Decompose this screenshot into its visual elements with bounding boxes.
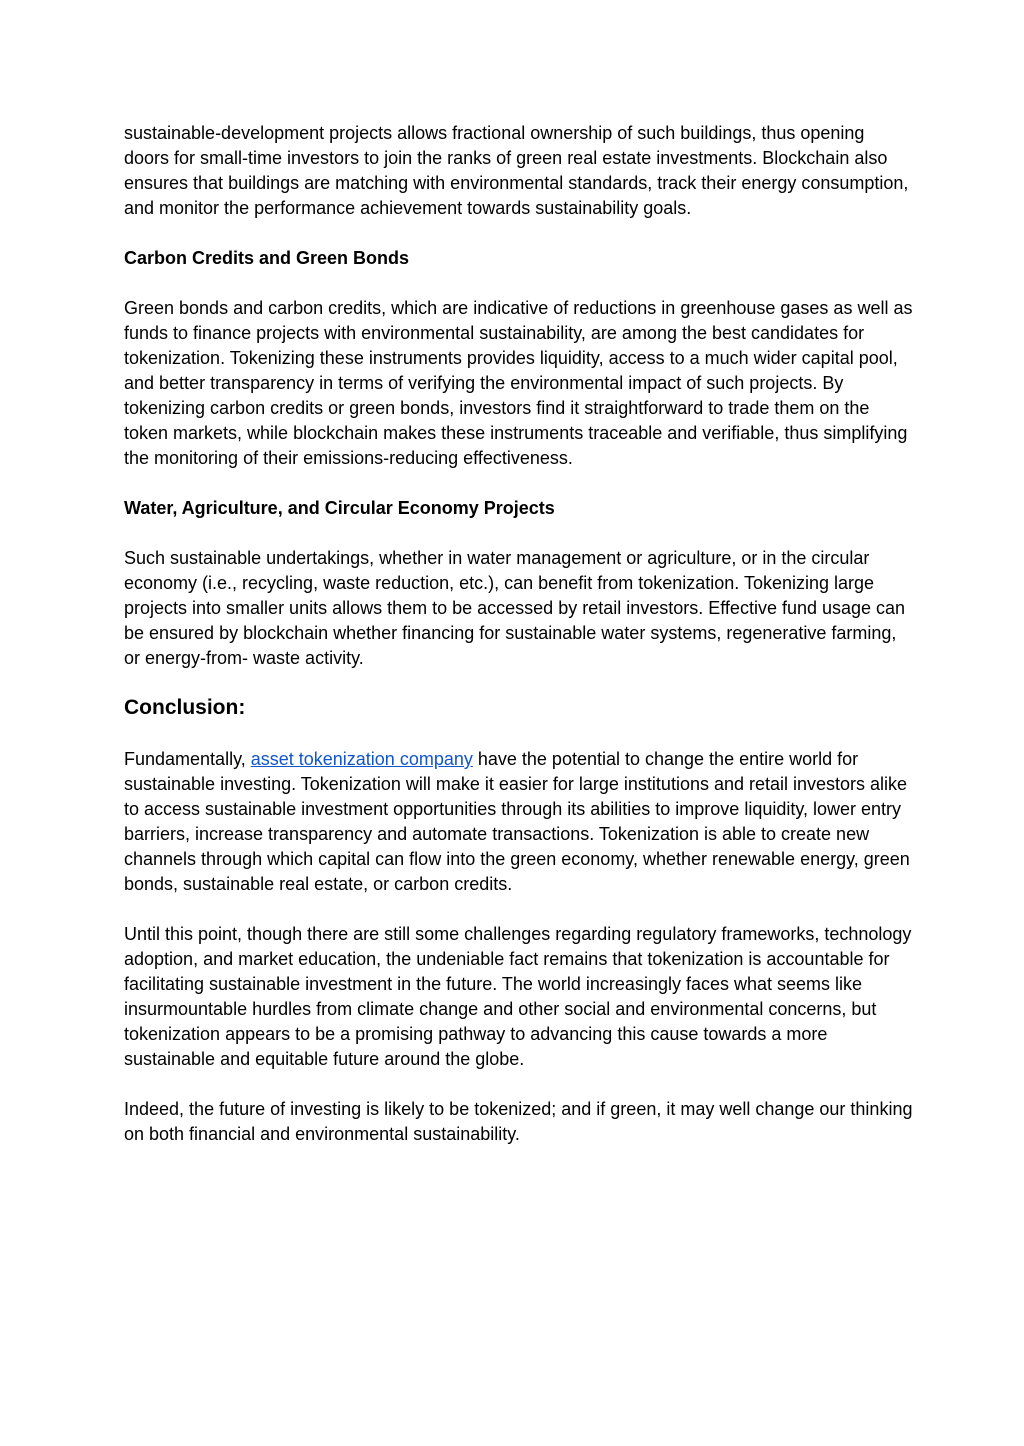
water-agriculture-paragraph: Such sustainable undertakings, whether in water management or agriculture, or in the circular economy (i.e., recycling, waste reduction, etc.), can benefit from tokenization. Tokenizing large projects into smaller units allows them to be accessed by retail investors. Effective fund usage can be ensured by blockchain whether financing for sustainable water systems, regenerative farming, or energy-from- waste activity. (124, 548, 906, 668)
conclusion-paragraph-2: Until this point, though there are still some challenges regarding regulatory frameworks, technology adoption, and market education, the undeniable fact remains that tokenization is accountable for facilitating sustainable investment in the future. The world increasingly faces what seems like insurmountable hurdles from climate change and other social and environmental concerns, but tokenization appears to be a promising pathway to advancing this cause towards a more sustainable and equitable future around the globe. (124, 924, 912, 1069)
asset-tokenization-link[interactable]: asset tokenization company (250, 749, 473, 769)
carbon-credits-paragraph: Green bonds and carbon credits, which are indicative of reductions in greenhouse gases as well as funds to finance projects with environmental sustainability, are among the best candidates for tokenization. Tokenizing these instruments provides liquidity, access to a much wider capital pool, and better transparency in terms of verifying the environmental impact of such projects. By tokenizing carbon credits or green bonds, investors find it straightforward to trade them on the token markets, while blockchain makes these instruments traceable and verifiable, thus simplifying the monitoring of their emissions-reducing effectiveness. (124, 298, 913, 468)
conclusion-paragraph-3: Indeed, the future of investing is likely to be tokenized; and if green, it may well change our thinking on both financial and environmental sustainability. (124, 1099, 913, 1144)
conclusion-p1-rest: have the potential to change the entire world for sustainable investing. Tokenization will make it easier for large institutions and retail investors alike to access sustainable investment opportunities through its abilities to improve liquidity, lower entry barriers, increase transparency and automate transactions. Tokenization is able to create new channels through which capital can flow into the green economy, whether renewable energy, green bonds, sustainable real estate, or carbon credits. (124, 749, 910, 894)
conclusion-heading: Conclusion: (124, 696, 246, 719)
conclusion-p1-lead: Fundamentally, (124, 749, 251, 769)
document-page (124, 121, 914, 1147)
water-agriculture-heading: Water, Agriculture, and Circular Economy Projects (124, 498, 555, 518)
intro-paragraph: sustainable-development projects allows fractional ownership of such buildings, thus opening doors for small-time investors to join the ranks of green real estate investments. Blockchain also ensures that buildings are matching with environmental standards, track their energy consumption, and monitor the performance achievement towards sustainability goals. (124, 123, 909, 218)
carbon-credits-heading: Carbon Credits and Green Bonds (124, 248, 410, 268)
conclusion-paragraph-1 (124, 747, 914, 897)
